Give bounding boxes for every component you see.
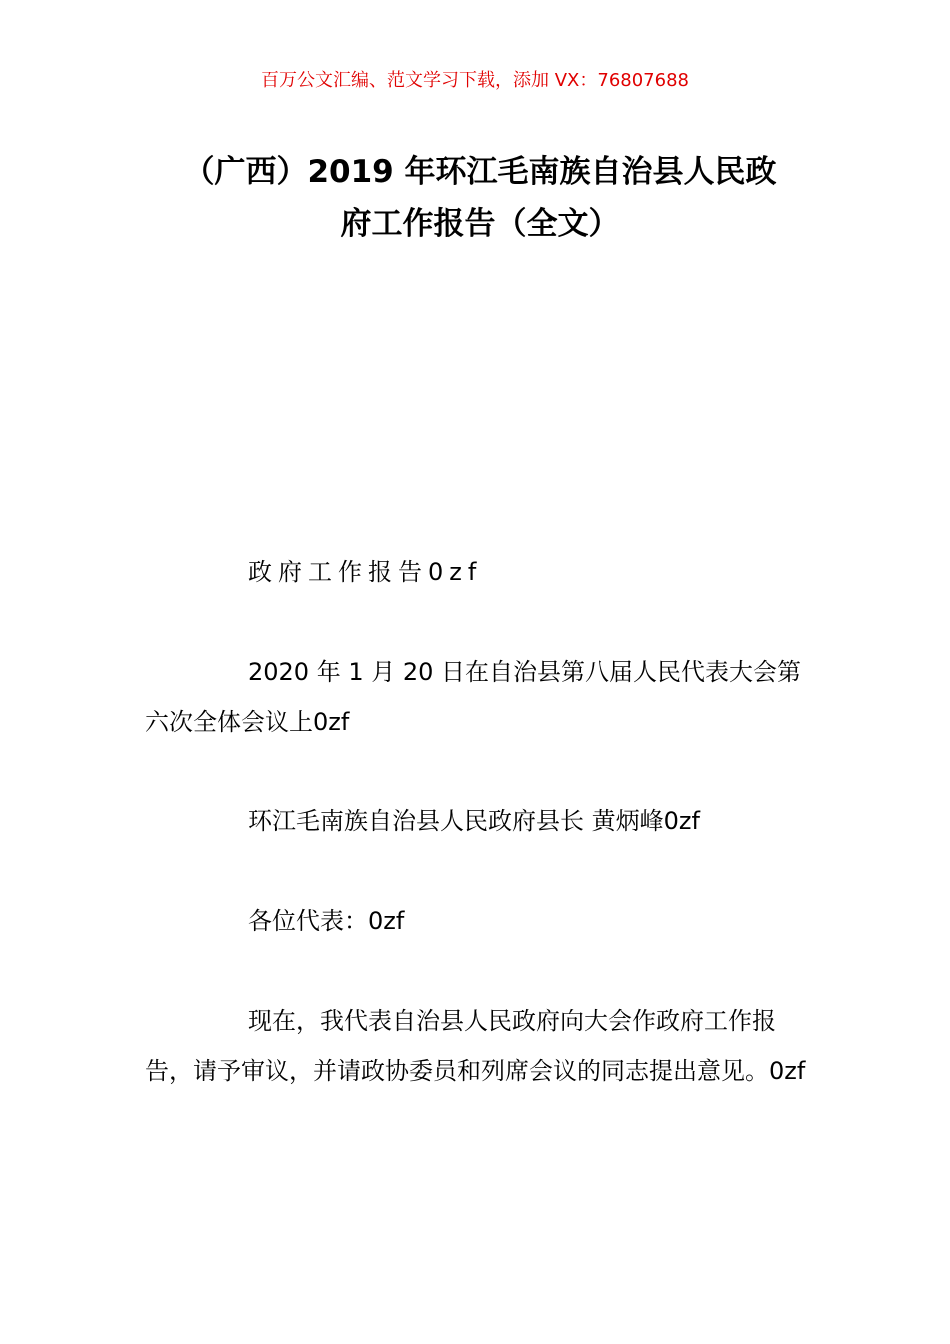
paragraph-date-block [145, 647, 810, 747]
paragraph-speaker-block [145, 796, 810, 846]
title-line-1: （广西）2019 年环江毛南族自治县人民政 [183, 154, 777, 190]
paragraph-speaker: 环江毛南族自治县人民政府县长 黄炳峰0zf [248, 807, 700, 835]
paragraph-salutation-block [145, 896, 810, 946]
paragraph-report-heading: 政府工作报告0zf [248, 558, 483, 586]
paragraph-opening-block [145, 996, 810, 1096]
paragraph-report-heading-block [145, 547, 810, 597]
paragraph-salutation: 各位代表：0zf [248, 907, 405, 935]
header-note: 百万公文汇编、范文学习下载，添加 VX：76807688 [261, 70, 689, 91]
title-line-2: 府工作报告（全文） [340, 206, 620, 242]
paragraph-date: 2020 年 1 月 20 日在自治县第八届人民代表大会第六次全体会议上0zf [145, 658, 802, 736]
document-title [150, 146, 810, 250]
paragraph-opening: 现在，我代表自治县人民政府向大会作政府工作报告，请予审议，并请政协委员和列席会议的同志提出意见。0zf [145, 1007, 806, 1085]
